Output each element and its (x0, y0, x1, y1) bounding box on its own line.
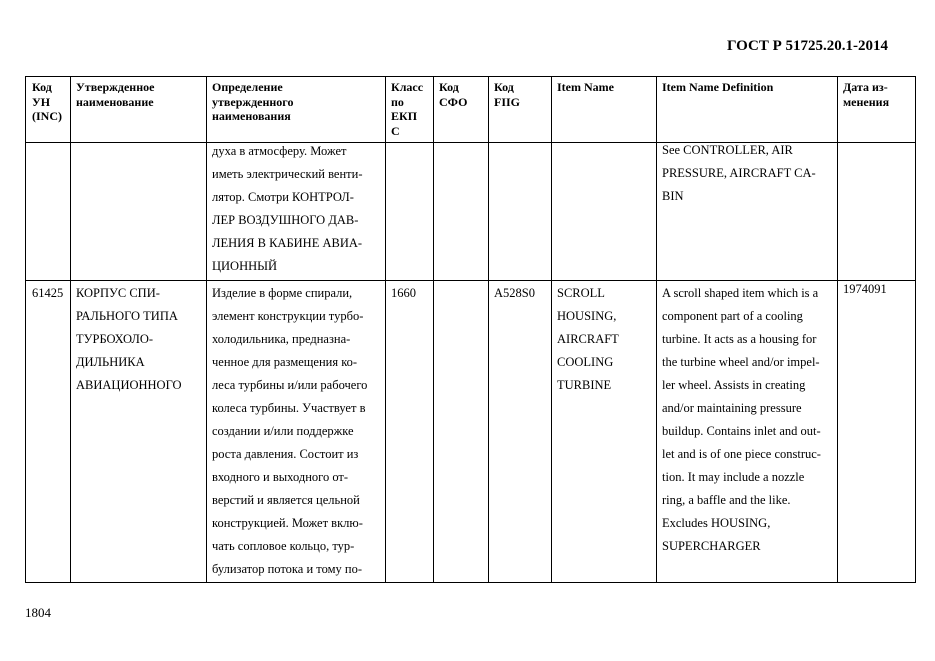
col-header-class: Класс по ЕКП С (391, 80, 424, 138)
row2-definition: Изделие в форме спирали, элемент конструкции турбо- холодильника, предназна- ченное для размещения ко- леса турбины и/или рабочего колеса турбины. Участвует в создании и/или поддержке роста давления. Состоит из входного и выходного от- верстий и является цельной конструкцией. Может вклю- чать сопловое кольцо, тур- булизатор потока и тому по- (212, 286, 368, 576)
col-header-inc: Код УН (INC) (32, 80, 62, 123)
column-divider (385, 77, 386, 582)
column-divider (551, 77, 552, 582)
row2-item-definition: A scroll shaped item which is a component part of a cooling turbine. It acts as a housing for the turbine wheel and/or impel- ler wheel. Assists in creating and/or maintaining pressure buildup. Contains inlet and out- let and is of one piece construc- tion. It may include a nozzle ring, a baffle and the like. Excludes HOUSING, SUPERCHARGER (662, 286, 821, 553)
catalog-table (25, 76, 916, 583)
col-header-date: Дата из- менения (843, 80, 890, 109)
col-header-definition: Определение утвержденного наименования (212, 80, 294, 123)
column-divider (837, 77, 838, 582)
standard-number: ГОСТ Р 51725.20.1-2014 (726, 38, 888, 54)
column-divider (70, 77, 71, 582)
row2-item-name: SCROLL HOUSING, AIRCRAFT COOLING TURBINE (557, 286, 619, 392)
col-header-name: Утвержденное наименование (76, 80, 155, 109)
row2-fiig: A528S0 (494, 286, 535, 300)
col-header-sfo: Код СФО (439, 80, 468, 109)
col-header-fiig: Код FIIG (494, 80, 521, 109)
row1-definition: духа в атмосферу. Может иметь электрический венти- лятор. Смотри КОНТРОЛ- ЛЕР ВОЗДУШНОГО ДАВ- ЛЕНИЯ В КАБИНЕ АВИА- ЦИОННЫЙ (212, 144, 363, 273)
column-divider (656, 77, 657, 582)
row-divider (26, 280, 915, 281)
row2-name: КОРПУС СПИ- РАЛЬНОГО ТИПА ТУРБОХОЛО- ДИЛЬНИКА АВИАЦИОННОГО (76, 286, 182, 392)
column-divider (206, 77, 207, 582)
row1-item-definition: See CONTROLLER, AIR PRESSURE, AIRCRAFT CA- BIN (662, 143, 816, 203)
row2-date: 1974091 (843, 282, 887, 296)
row2-class: 1660 (391, 286, 416, 300)
column-divider (433, 77, 434, 582)
page-number: 1804 (25, 605, 51, 620)
col-header-item-name: Item Name (557, 80, 614, 94)
col-header-item-definition: Item Name Definition (662, 80, 774, 94)
row2-inc: 61425 (32, 286, 64, 300)
column-divider (488, 77, 489, 582)
